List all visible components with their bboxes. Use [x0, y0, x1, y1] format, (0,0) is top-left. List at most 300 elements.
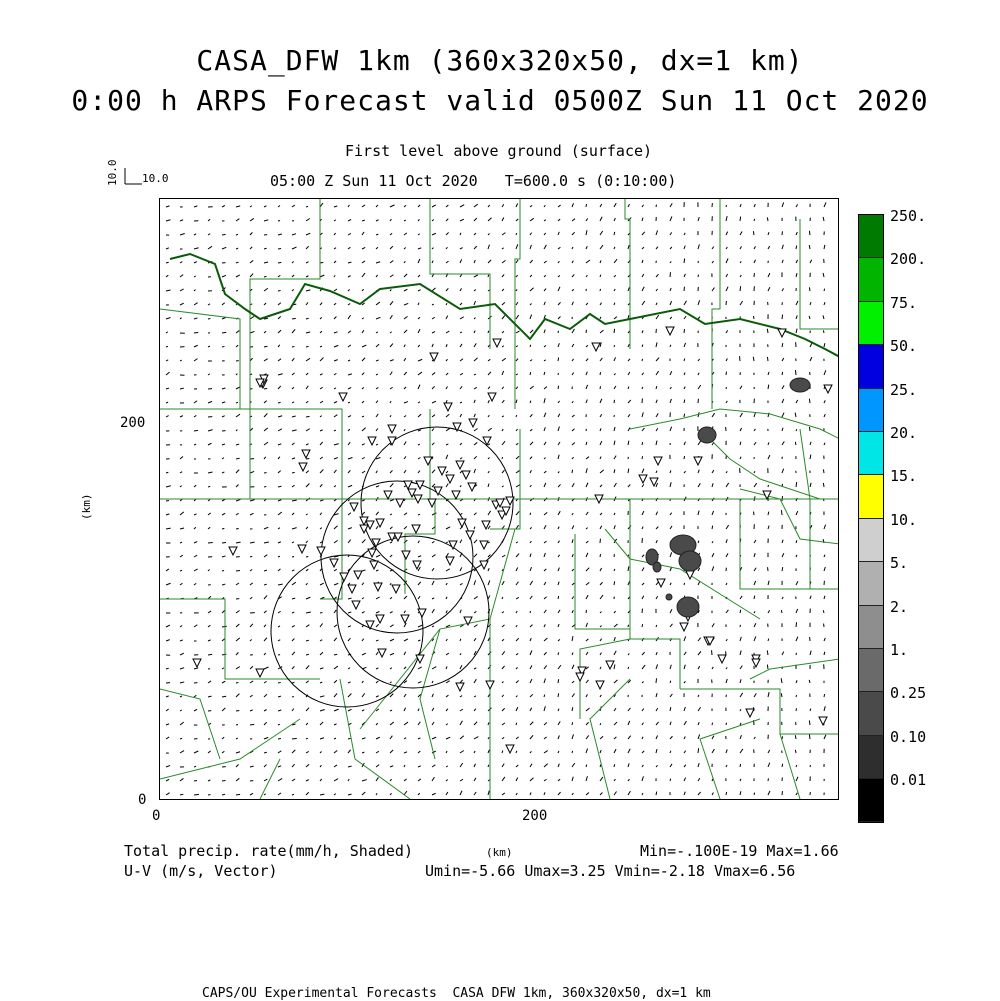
wind-vector — [306, 276, 308, 277]
wind-vector — [194, 401, 197, 403]
station-marker — [694, 457, 702, 465]
wind-vector — [418, 738, 420, 739]
wind-vector — [767, 217, 768, 221]
wind-vector — [166, 583, 171, 585]
wind-vector — [432, 248, 433, 249]
wind-vector — [334, 444, 339, 445]
wind-vector — [236, 485, 239, 487]
wind-vector — [264, 555, 267, 557]
wind-vector — [474, 456, 477, 459]
wind-vector — [824, 370, 826, 375]
precip-field-label: Total precip. rate(mm/h, Shaded) — [124, 842, 413, 860]
wind-vector — [334, 317, 336, 319]
wind-vector — [180, 416, 183, 417]
wind-vector — [768, 232, 769, 235]
wind-vector — [782, 245, 783, 249]
wind-vector — [488, 415, 489, 417]
wind-vector — [264, 276, 266, 277]
wind-vector — [278, 682, 281, 683]
wind-vector — [642, 765, 643, 767]
wind-vector — [292, 247, 297, 249]
station-marker — [392, 585, 400, 593]
wind-vector — [418, 372, 422, 375]
station-marker — [680, 623, 688, 631]
wind-vector — [460, 359, 463, 361]
wind-vector — [334, 526, 338, 529]
wind-vector — [432, 555, 435, 557]
wind-vector — [782, 315, 783, 319]
wind-vector — [586, 595, 588, 599]
wind-vector — [796, 329, 797, 333]
wind-vector — [320, 317, 322, 319]
wind-vector — [684, 721, 686, 725]
wind-vector — [432, 332, 435, 333]
wind-vector — [726, 553, 728, 557]
wind-vector — [502, 581, 504, 585]
wind-vector — [208, 346, 210, 347]
station-marker — [298, 545, 306, 553]
wind-vector — [376, 570, 378, 571]
wind-vector — [166, 318, 170, 319]
wind-vector — [544, 597, 547, 599]
wind-vector — [726, 583, 727, 585]
wind-vector — [446, 387, 448, 389]
wind-vector — [250, 232, 252, 235]
station-marker — [456, 683, 464, 691]
wind-vector — [292, 289, 294, 291]
wind-vector — [712, 623, 714, 627]
wind-vector — [460, 709, 463, 711]
wind-vector — [502, 248, 504, 249]
wind-vector — [544, 261, 547, 263]
wind-vector — [320, 779, 322, 781]
wind-vector — [558, 401, 560, 403]
wind-vector — [488, 568, 489, 571]
wind-vector — [656, 652, 657, 655]
wind-vector — [222, 388, 225, 389]
wind-vector — [348, 262, 351, 263]
wind-vector — [502, 737, 504, 739]
wind-vector — [362, 539, 365, 543]
wind-vector — [740, 413, 742, 417]
wind-vector — [278, 220, 280, 221]
y-axis-unit: (km) — [80, 494, 93, 521]
wind-vector — [558, 541, 560, 543]
wind-vector — [348, 205, 349, 207]
wind-vector — [390, 344, 393, 347]
wind-vector — [754, 581, 756, 585]
wind-vector — [726, 247, 727, 249]
wind-vector — [824, 414, 825, 417]
wind-vector — [684, 636, 686, 641]
wind-vector — [222, 668, 224, 669]
wind-vector — [502, 218, 504, 221]
wind-vector — [572, 610, 573, 613]
wind-vector — [292, 556, 294, 557]
wind-vector — [558, 205, 561, 207]
wind-vector — [208, 527, 210, 529]
wind-vector — [334, 583, 338, 585]
wind-vector — [250, 710, 253, 711]
wind-vector — [460, 567, 462, 571]
wind-vector — [768, 791, 770, 795]
wind-vector — [306, 751, 309, 753]
wind-vector — [334, 750, 337, 753]
wind-vector — [558, 779, 560, 781]
station-marker — [446, 475, 454, 483]
y-tick-200: 200 — [120, 415, 145, 431]
wind-vector — [516, 485, 520, 487]
wind-vector — [614, 611, 616, 613]
station-marker — [606, 661, 614, 669]
wind-vector — [250, 724, 254, 725]
wind-vector — [558, 721, 560, 725]
wind-vector — [614, 513, 615, 515]
station-marker — [374, 583, 382, 591]
station-marker — [462, 471, 470, 479]
wind-vector — [208, 654, 212, 655]
wind-vector — [684, 359, 685, 361]
wind-vector — [502, 666, 505, 669]
wind-vector — [418, 596, 420, 599]
wind-vector — [404, 274, 407, 277]
wind-vector — [362, 457, 365, 459]
wind-vector — [222, 780, 226, 781]
wind-vector — [180, 303, 184, 305]
wind-vector — [698, 511, 699, 515]
wind-vector — [404, 667, 406, 669]
wind-vector — [530, 625, 533, 627]
wind-vector — [698, 470, 699, 473]
wind-vector — [823, 469, 824, 473]
wind-vector — [740, 693, 743, 697]
colorbar-swatch — [859, 779, 883, 822]
wind-vector — [795, 442, 796, 445]
wind-vector — [390, 470, 392, 473]
wind-vector — [474, 260, 475, 263]
wind-vector — [474, 218, 477, 221]
wind-vector — [600, 231, 603, 235]
wind-vector — [446, 724, 448, 725]
wind-vector — [180, 220, 183, 221]
wind-vector — [194, 234, 196, 235]
wind-vector — [726, 232, 728, 235]
colorbar-label: 25. — [890, 381, 917, 399]
wind-vector — [544, 751, 548, 753]
wind-vector — [390, 710, 392, 711]
wind-vector — [740, 301, 743, 305]
wind-vector — [348, 485, 352, 487]
wind-vector — [194, 303, 198, 305]
wind-vector — [670, 345, 671, 347]
wind-vector — [530, 567, 532, 571]
wind-vector — [600, 723, 601, 725]
wind-vector — [656, 749, 657, 753]
wind-vector — [334, 610, 336, 613]
y-tick-0: 0 — [138, 792, 146, 808]
wind-vector — [670, 247, 672, 249]
wind-vector — [348, 638, 350, 641]
wind-vector — [404, 596, 407, 599]
wind-vector — [824, 694, 825, 697]
wind-vector — [278, 206, 280, 207]
wind-vector — [740, 457, 741, 459]
station-marker — [402, 551, 410, 559]
wind-vector — [250, 569, 252, 571]
wind-vector — [348, 442, 350, 445]
wind-vector — [782, 413, 784, 417]
wind-vector — [795, 735, 796, 739]
wind-vector — [782, 385, 784, 389]
wind-vector — [726, 359, 727, 361]
wind-vector — [614, 259, 617, 263]
wind-vector — [558, 287, 560, 291]
wind-vector — [446, 653, 449, 655]
wind-vector — [586, 694, 587, 697]
wind-vector — [670, 751, 671, 753]
wind-vector — [264, 401, 267, 403]
wind-vector — [334, 233, 336, 235]
wind-vector — [670, 261, 671, 263]
station-marker — [596, 681, 604, 689]
wind-vector — [698, 582, 700, 585]
wind-vector — [796, 793, 797, 795]
wind-vector — [670, 232, 672, 235]
wind-vector — [418, 219, 419, 221]
colorbar-label: 15. — [890, 467, 917, 485]
wind-vector — [684, 707, 685, 711]
wind-vector — [250, 666, 253, 669]
wind-vector — [292, 528, 297, 529]
wind-vector — [796, 315, 797, 319]
wind-vector — [586, 275, 587, 277]
wind-vector — [544, 387, 547, 389]
wind-vector — [264, 584, 267, 585]
wind-vector — [418, 471, 420, 473]
wind-vector — [222, 751, 224, 753]
wind-vector — [404, 611, 406, 613]
wind-vector — [726, 667, 727, 669]
wind-vector — [432, 765, 435, 767]
wind-vector — [796, 540, 797, 543]
wind-vector — [460, 386, 462, 389]
wind-vector — [362, 247, 365, 249]
wind-vector — [390, 387, 393, 389]
wind-vector — [628, 469, 629, 473]
wind-vector — [572, 694, 574, 697]
wind-vector — [390, 315, 392, 319]
wind-vector — [642, 287, 644, 291]
wind-vector — [432, 304, 434, 305]
wind-vector — [460, 219, 464, 221]
wind-vector — [768, 750, 770, 753]
wind-vector — [684, 400, 685, 403]
wind-vector — [782, 553, 784, 557]
wind-vector — [376, 640, 378, 641]
wind-vector — [740, 261, 741, 263]
wind-vector — [348, 374, 352, 375]
wind-vector — [488, 638, 490, 641]
wind-vector — [460, 414, 462, 417]
wind-vector — [362, 512, 365, 515]
wind-vector — [446, 569, 450, 571]
wind-vector — [656, 371, 659, 375]
wind-vector — [236, 583, 239, 585]
wind-vector — [530, 722, 533, 725]
wind-vector — [824, 202, 826, 207]
wind-vector — [432, 261, 433, 263]
wind-vector — [264, 625, 266, 627]
wind-vector — [264, 794, 266, 795]
wind-vector — [754, 471, 755, 473]
wind-vector — [418, 766, 421, 767]
wind-vector — [488, 275, 489, 277]
wind-vector — [600, 582, 603, 585]
wind-vector — [782, 288, 784, 291]
wind-vector — [460, 721, 462, 725]
wind-vector — [264, 359, 268, 361]
wind-vector — [782, 764, 783, 767]
wind-vector — [222, 708, 225, 711]
wind-vector — [348, 331, 351, 333]
wind-vector — [292, 485, 294, 487]
wind-vector — [236, 345, 238, 347]
wind-vector — [628, 387, 629, 389]
wind-vector — [558, 596, 559, 599]
wind-vector — [166, 793, 170, 795]
wind-vector — [278, 429, 282, 431]
wind-vector — [180, 512, 184, 515]
wind-vector — [236, 374, 237, 375]
wind-vector — [418, 317, 420, 319]
wind-vector — [782, 260, 783, 263]
wind-vector — [264, 206, 266, 207]
station-marker — [376, 519, 384, 527]
wind-vector — [236, 219, 239, 221]
wind-vector — [544, 553, 545, 557]
main-title-line2: 0:00 h ARPS Forecast valid 0500Z Sun 11 Oct 2020 — [0, 84, 1000, 117]
wind-vector — [516, 511, 519, 515]
wind-vector — [446, 639, 447, 641]
wind-vector — [642, 776, 643, 781]
wind-vector — [824, 302, 825, 305]
wind-vector — [306, 373, 308, 375]
wind-vector — [306, 484, 309, 487]
wind-vector — [586, 483, 588, 487]
wind-vector — [754, 204, 755, 207]
wind-vector — [474, 331, 475, 333]
wind-vector — [502, 777, 505, 781]
wind-vector — [348, 668, 350, 669]
wind-vector — [558, 665, 561, 669]
wind-vector — [474, 301, 475, 305]
wind-vector — [362, 752, 364, 753]
wind-vector — [404, 694, 406, 697]
wind-vector — [768, 372, 769, 375]
wind-vector — [698, 748, 699, 753]
wind-vector — [558, 555, 560, 557]
wind-vector — [334, 765, 337, 767]
wind-vector — [572, 442, 575, 445]
wind-vector — [362, 273, 365, 277]
wind-vector — [572, 289, 574, 291]
x-axis-unit: (km) — [486, 846, 513, 859]
wind-vector — [656, 247, 658, 249]
wind-vector — [544, 398, 545, 403]
wind-vector — [712, 470, 714, 473]
wind-vector — [754, 553, 755, 557]
wind-vector — [558, 679, 559, 683]
wind-vector — [768, 287, 770, 291]
wind-vector — [278, 471, 281, 473]
wind-vector — [278, 303, 281, 305]
wind-vector — [558, 484, 561, 487]
wind-vector — [348, 794, 351, 795]
wind-vector — [376, 247, 378, 249]
wind-vector — [670, 216, 672, 221]
wind-vector — [320, 387, 323, 389]
wind-vector — [292, 234, 296, 235]
wind-vector — [628, 708, 630, 711]
wind-vector — [194, 430, 198, 431]
wind-vector — [516, 737, 519, 739]
wind-vector — [390, 612, 393, 613]
wind-vector — [194, 415, 196, 417]
wind-vector — [390, 597, 392, 599]
station-marker — [372, 539, 380, 547]
wind-vector — [404, 303, 408, 305]
wind-vector — [614, 680, 617, 683]
wind-vector — [194, 542, 197, 543]
wind-vector — [670, 764, 672, 767]
station-marker — [193, 659, 201, 667]
wind-vector — [502, 470, 504, 473]
wind-vector — [586, 385, 588, 389]
wind-vector — [250, 793, 253, 795]
wind-vector — [292, 598, 295, 599]
wind-vector — [460, 639, 461, 641]
wind-vector — [390, 290, 391, 291]
wind-vector — [404, 387, 406, 389]
wind-vector — [544, 569, 546, 571]
wind-vector — [264, 779, 267, 781]
wind-vector — [306, 612, 311, 613]
station-marker — [424, 457, 432, 465]
wind-vector — [278, 528, 280, 529]
wind-vector — [404, 442, 406, 445]
wind-vector — [418, 541, 419, 543]
wind-vector — [781, 510, 782, 515]
wind-vector — [418, 751, 420, 753]
wind-vector — [166, 724, 169, 725]
wind-vector — [320, 583, 324, 585]
wind-vector — [824, 735, 826, 739]
wind-vector — [614, 456, 616, 459]
wind-vector — [684, 665, 685, 669]
wind-vector — [572, 302, 573, 305]
wind-vector — [600, 386, 601, 389]
wind-vector — [222, 626, 227, 627]
wind-vector — [404, 416, 406, 417]
wind-vector — [488, 444, 490, 445]
wind-vector — [628, 566, 629, 571]
wind-vector — [418, 567, 420, 571]
wind-vector — [642, 232, 645, 235]
wind-vector — [404, 569, 407, 571]
wind-vector — [390, 527, 392, 529]
wind-vector — [600, 639, 602, 641]
wind-vector — [628, 359, 630, 361]
